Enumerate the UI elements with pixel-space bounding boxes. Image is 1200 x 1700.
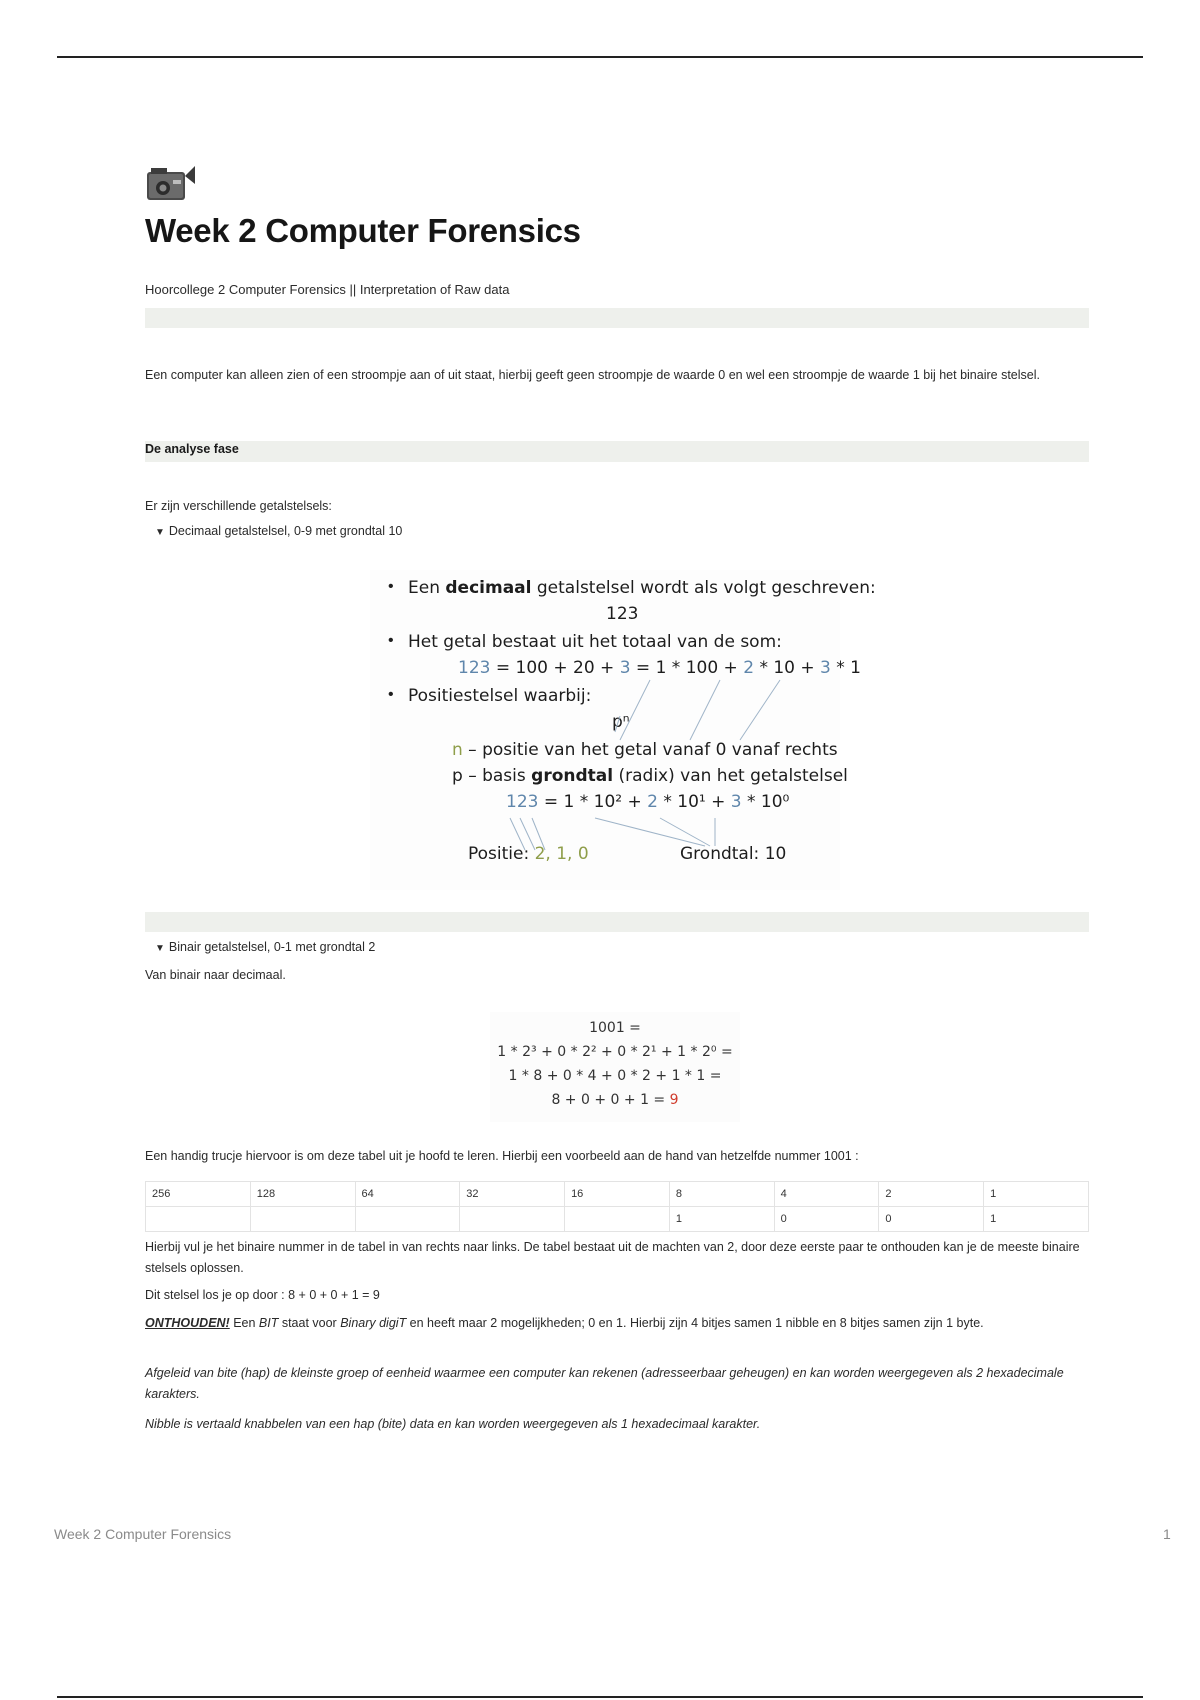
- dit-stelsel-paragraph: Dit stelsel los je op door : 8 + 0 + 0 + 1 = 9: [145, 1288, 380, 1302]
- table-cell: [460, 1207, 565, 1232]
- table-cell: 32: [460, 1182, 565, 1207]
- page-subtitle: Hoorcollege 2 Computer Forensics || Interpretation of Raw data: [145, 282, 510, 297]
- fig-positional: 123 = 1 * 10² + 2 * 10¹ + 3 * 10⁰: [506, 792, 790, 812]
- fig-p-desc: p – basis grondtal (radix) van het getalstelsel: [452, 766, 848, 786]
- trick-paragraph: Een handig trucje hiervoor is om deze tabel uit je hoofd te leren. Hierbij een voorbeeld aan de hand van hetzelfde nummer 1001 :: [145, 1149, 859, 1163]
- table-cell: 2: [879, 1182, 984, 1207]
- fig-positie: Positie: 2, 1, 0: [468, 844, 589, 864]
- toggle-decimal[interactable]: [155, 524, 402, 538]
- divider-block: [145, 308, 1089, 328]
- section-heading: De analyse fase: [145, 442, 239, 456]
- table-cell: 128: [250, 1182, 355, 1207]
- table-row: [146, 1182, 1089, 1207]
- toggle-decimal-label: Decimaal getalstelsel, 0-9 met grondtal 10: [168, 524, 403, 538]
- onthouden-label: ONTHOUDEN!: [145, 1316, 230, 1330]
- table-cell: 256: [146, 1182, 251, 1207]
- bullet-icon: •: [388, 632, 394, 649]
- bottom-rule: [57, 1696, 1143, 1698]
- onthouden-paragraph: ONTHOUDEN! Een BIT staat voor Binary digiT en heeft maar 2 mogelijkheden; 0 en 1. Hierbij zijn 4 bitjes samen 1 nibble en 8 bitjes samen zijn 1 byte.: [145, 1316, 984, 1330]
- divider-block: [145, 912, 1089, 932]
- fig-bullet-2: Het getal bestaat uit het totaal van de som:: [408, 632, 782, 652]
- table-cell: 0: [774, 1207, 879, 1232]
- table-cell: 16: [565, 1182, 670, 1207]
- toggle-binary-label: Binair getalstelsel, 0-1 met grondtal 2: [168, 940, 376, 954]
- binary-paragraph: Van binair naar decimaal.: [145, 968, 286, 982]
- page-title: Week 2 Computer Forensics: [145, 212, 581, 249]
- triangle-down-icon: ▼: [155, 527, 165, 538]
- heading-highlight: [145, 441, 1089, 462]
- toggle-binary[interactable]: [155, 940, 375, 954]
- table-cell: 64: [355, 1182, 460, 1207]
- intro-paragraph: Een computer kan alleen zien of een stroompje aan of uit staat, hierbij geeft geen stroompje de waarde 0 en wel een stroompje de waarde 1 bij het binaire stelsel.: [145, 368, 1040, 382]
- fig-bullet-1: Een decimaal getalstelsel wordt als volgt geschreven:: [408, 578, 876, 598]
- bullet-icon: •: [388, 578, 394, 595]
- table-cell: 4: [774, 1182, 879, 1207]
- triangle-down-icon: ▼: [155, 943, 165, 954]
- bullet-icon: •: [388, 686, 394, 703]
- fig-bullet-3: Positiestelsel waarbij:: [408, 686, 592, 706]
- table-cell: [250, 1207, 355, 1232]
- bin-line-4: 8 + 0 + 0 + 1 = 9: [551, 1092, 679, 1108]
- fig-p-n: pⁿ: [612, 712, 630, 732]
- fig-number: 123: [606, 604, 639, 624]
- table-cell: 1: [984, 1207, 1089, 1232]
- video-camera-icon: [145, 158, 197, 204]
- decimal-figure: [370, 570, 876, 890]
- top-rule: [57, 56, 1143, 58]
- bin-line-3: 1 * 8 + 0 * 4 + 0 * 2 + 1 * 1 =: [508, 1068, 722, 1084]
- fig-sum: 123 = 100 + 20 + 3 = 1 * 100 + 2 * 10 + 3 * 1: [458, 658, 861, 678]
- afgeleid-paragraph: Afgeleid van bite (hap) de kleinste groep of eenheid waarmee een computer kan rekenen (adresseerbaar geheugen) en kan worden weergegeven als 2 hexadecimale karakters.: [145, 1366, 1064, 1401]
- table-cell: [355, 1207, 460, 1232]
- connector-lines: [370, 570, 840, 890]
- table-cell: 1: [984, 1182, 1089, 1207]
- powers-table: [145, 1181, 1089, 1232]
- table-cell: [146, 1207, 251, 1232]
- binary-figure: [490, 1012, 740, 1122]
- table-row: [146, 1207, 1089, 1232]
- page-number: 1: [1163, 1526, 1171, 1542]
- hierbij-paragraph: Hierbij vul je het binaire nummer in de tabel in van rechts naar links. De tabel bestaat uit de machten van 2, door deze eerste paar te onthouden kan je de meeste binaire stelsels oplossen.: [145, 1240, 1080, 1275]
- bin-line-2: 1 * 2³ + 0 * 2² + 0 * 2¹ + 1 * 2⁰ =: [497, 1044, 733, 1060]
- footer-title: Week 2 Computer Forensics: [54, 1526, 232, 1542]
- table-cell: [565, 1207, 670, 1232]
- table-cell: 8: [669, 1182, 774, 1207]
- bin-line-1: 1001 =: [589, 1020, 641, 1036]
- table-cell: 1: [669, 1207, 774, 1232]
- fig-grondtal: Grondtal: 10: [680, 844, 787, 864]
- getalstelsels-paragraph: Er zijn verschillende getalstelsels:: [145, 499, 332, 513]
- nibble-paragraph: Nibble is vertaald knabbelen van een hap (bite) data en kan worden weergegeven als 1 hexadecimaal karakter.: [145, 1417, 761, 1431]
- table-cell: 0: [879, 1207, 984, 1232]
- fig-n-desc: n – positie van het getal vanaf 0 vanaf rechts: [452, 740, 838, 760]
